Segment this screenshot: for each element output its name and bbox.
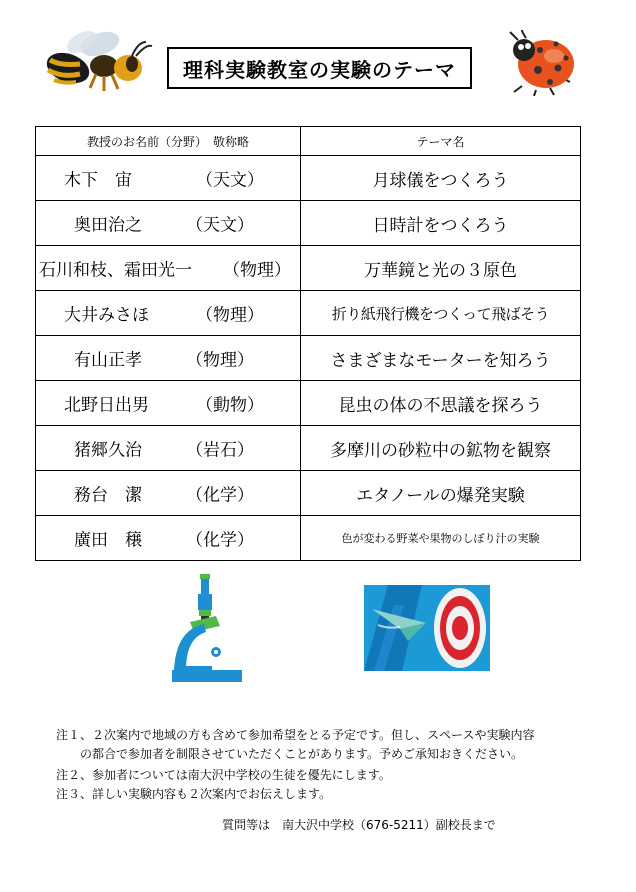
professor-name: 木下 宙 [64,170,132,191]
theme-cell: さまざまなモーターを知ろう [301,336,581,381]
professor-cell [36,201,301,246]
table-row [36,336,581,381]
theme-cell: 万華鏡と光の３原色 [301,246,581,291]
professor-field: （化学） [186,530,254,551]
professor-cell [36,516,301,561]
theme-cell: 色が変わる野菜や果物のしぼり汁の実験 [301,516,581,561]
professor-field: （物理） [196,305,264,326]
professor-name: 石川和枝、霜田光一 [39,260,192,281]
professor-field: （化学） [186,485,254,506]
table-row [36,291,581,336]
professor-name: 大井みさほ [64,305,149,326]
table-row [36,516,581,561]
theme-cell: 昆虫の体の不思議を探ろう [301,381,581,426]
page-title-text: 理科実験教室の実験のテーマ [183,57,456,82]
professor-name: 猪郷久治 [74,440,142,461]
professor-cell [36,246,301,291]
professor-field: （物理） [186,350,254,371]
professor-field: （物理） [223,260,291,281]
professor-name: 有山正孝 [74,350,142,371]
professor-cell [36,381,301,426]
table-row [36,471,581,516]
note-1-line-2: の都合で参加者を制限させていただくことがあります。予めご承知おきください。 [56,747,524,761]
page-title [167,47,472,89]
note-1-line-1: 注１、２次案内で地域の方も含めて参加希望をとる予定です。但し、スペースや実験内容 [56,728,535,742]
professor-field: （動物） [196,395,264,416]
note-3: 注３、詳しい実験内容も２次案内でお伝えします。 [56,787,332,801]
professor-cell [36,336,301,381]
microscope-icon [170,572,250,684]
theme-cell: 折り紙飛行機をつくって飛ばそう [301,291,581,336]
note-2: 注２、参加者については南大沢中学校の生徒を優先にします。 [56,768,391,782]
professor-name: 務台 潔 [74,485,142,506]
professor-cell [36,156,301,201]
professor-field: （天文） [196,170,264,191]
column-header-professor: 教授のお名前（分野） 敬称略 [36,127,301,156]
theme-cell: エタノールの爆発実験 [301,471,581,516]
professor-name: 廣田 穣 [74,530,142,551]
table-row [36,246,581,291]
ladybug-icon [506,30,578,96]
professor-field: （天文） [186,215,254,236]
professor-name: 北野日出男 [64,395,149,416]
table-row [36,201,581,246]
experiment-theme-table [35,126,581,561]
professor-cell [36,471,301,516]
professor-cell [36,291,301,336]
table-row [36,426,581,471]
theme-cell: 日時計をつくろう [301,201,581,246]
table-header-row [36,127,581,156]
hornet-icon [38,28,154,94]
professor-name: 奥田治之 [74,215,142,236]
contact-info: 質問等は 南大沢中学校（676-5211）副校長まで [222,818,496,832]
professor-cell [36,426,301,471]
professor-field: （岩石） [186,440,254,461]
column-header-theme: テーマ名 [301,127,581,156]
table-row [36,381,581,426]
target-icon [364,585,490,671]
theme-cell: 多摩川の砂粒中の鉱物を観察 [301,426,581,471]
theme-cell: 月球儀をつくろう [301,156,581,201]
table-row [36,156,581,201]
